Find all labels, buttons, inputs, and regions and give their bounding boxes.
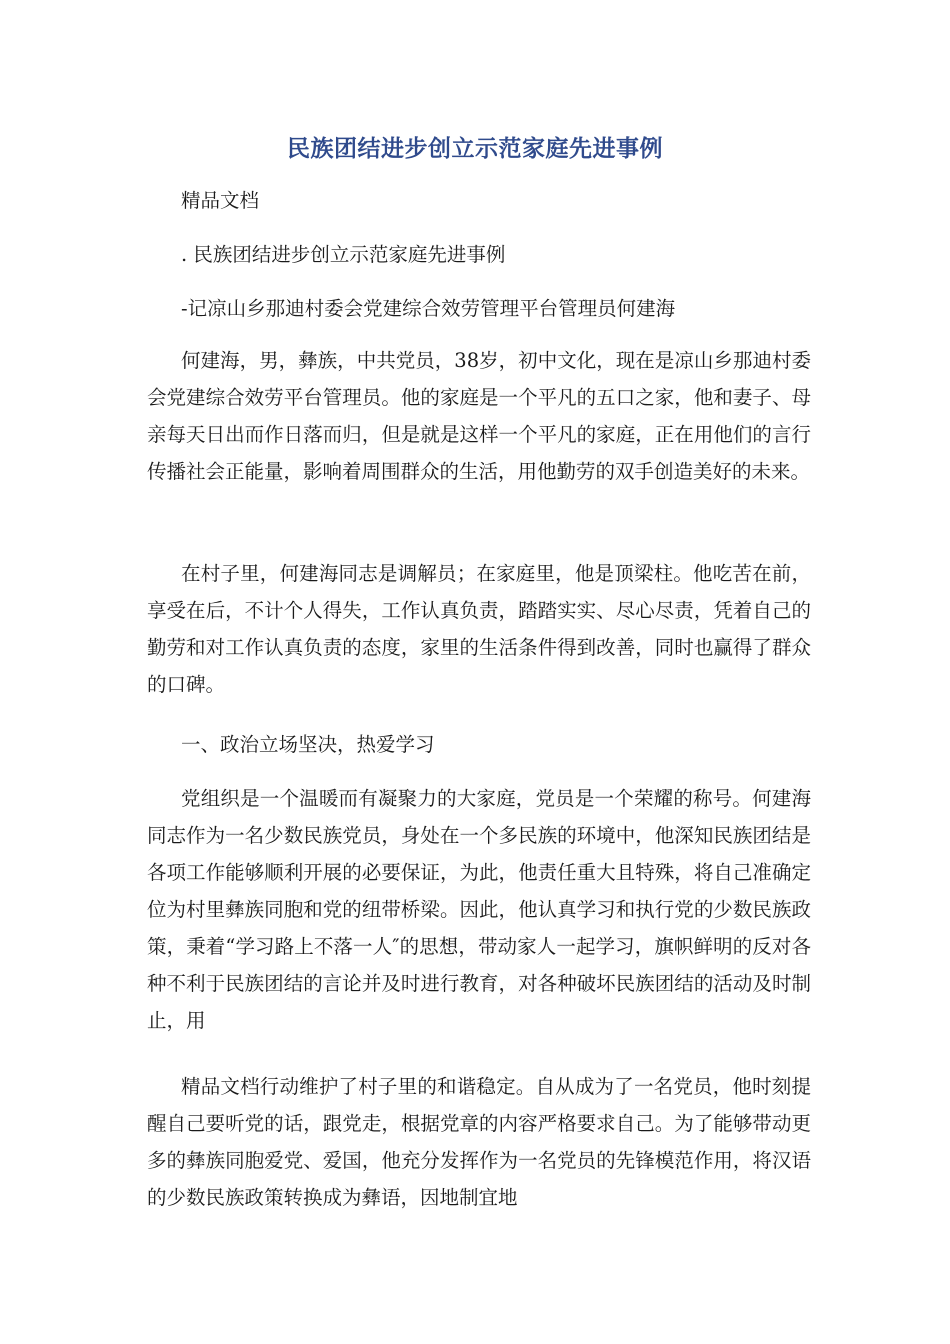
byline: -记凉山乡那迪村委会党建综合效劳管理平台管理员何建海 (181, 297, 676, 320)
section-heading: 一、政治立场坚决，热爱学习 (181, 733, 435, 756)
paragraph-continuation: 精品文档行动维护了村子里的和谐稳定。自从成为了一名党员，他时刻提醒自己要听党的话，跟党走，根据党章的内容严格要求自己。为了能够带动更多的彝族同胞爱党、爱国，他充分发挥作为一名党员的先锋模范作用，将汉语的少数民族政策转换成为彝语，因地制宜地 (147, 1075, 811, 1209)
doc-label: 精品文档 (181, 189, 260, 212)
paragraph-intro: 何建海，男，彝族，中共党员，38岁，初中文化，现在是凉山乡那迪村委会党建综合效劳平台管理员。他的家庭是一个平凡的五口之家，他和妻子、母亲每天日出而作日落而归，但是就是这样一个平凡的家庭，正在用他们的言行传播社会正能量，影响着周围群众的生活，用他勤劳的双手创造美好的未来。 (147, 349, 811, 483)
paragraph-village-role: 在村子里，何建海同志是调解员；在家庭里，他是顶梁柱。他吃苦在前，享受在后，不计个人得失，工作认真负责，踏踏实实、尽心尽责，凭着自己的勤劳和对工作认真负责的态度，家里的生活条件得到改善，同时也赢得了群众的口碑。 (147, 562, 811, 696)
paragraph-party-organization: 党组织是一个温暖而有凝聚力的大家庭，党员是一个荣耀的称号。何建海同志作为一名少数民族党员，身处在一个多民族的环境中，他深知民族团结是各项工作能够顺利开展的必要保证，为此，他责任重大且特殊，将自己准确定位为村里彝族同胞和党的纽带桥梁。因此，他认真学习和执行党的少数民族政策，秉着“学习路上不落一人″的思想，带动家人一起学习，旗帜鲜明的反对各种不利于民族团结的言论并及时进行教育，对各种破坏民族团结的活动及时制止，用 (147, 787, 811, 1032)
document-title: 民族团结进步创立示范家庭先进事例 (287, 136, 663, 162)
subtitle-line: . 民族团结进步创立示范家庭先进事例 (181, 243, 506, 266)
